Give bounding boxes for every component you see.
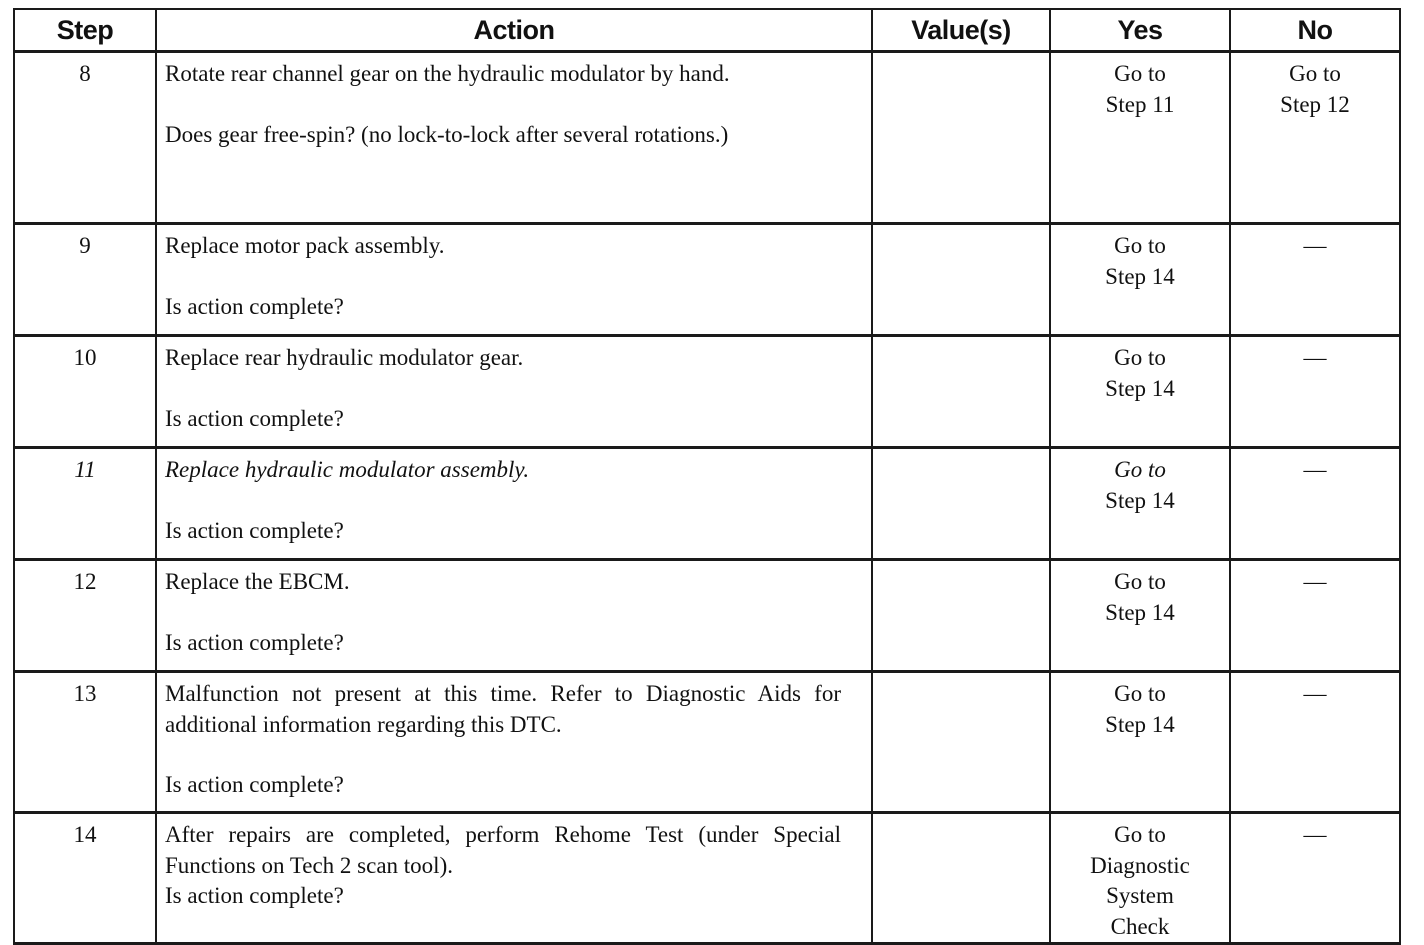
step-number: 10: [14, 336, 156, 448]
yes-target: Step 14: [1105, 711, 1175, 737]
action-question: Is action complete?: [165, 293, 344, 319]
value-cell: [872, 672, 1050, 813]
header-action: Action: [156, 9, 872, 52]
action-cell: [156, 52, 872, 224]
no-cell: [1230, 52, 1400, 224]
action-text: Replace the EBCM.: [165, 569, 350, 594]
table-row: [14, 224, 1400, 336]
no-cell: [1230, 224, 1400, 336]
yes-cell: [1050, 224, 1230, 336]
value-cell: [872, 52, 1050, 224]
action-text: Replace rear hydraulic modulator gear.: [165, 345, 524, 370]
no-dash: —: [1303, 822, 1327, 847]
yes-target: Step 14: [1105, 263, 1175, 289]
action-question: Is action complete?: [165, 405, 344, 431]
yes-target: Step 11: [1105, 91, 1175, 117]
yes-goto: Go to: [1114, 569, 1166, 594]
no-target: Step 12: [1280, 91, 1350, 117]
step-number: 9: [14, 224, 156, 336]
action-text: Rotate rear channel gear on the hydraulic modulator by hand.: [165, 61, 730, 86]
no-dash: —: [1303, 569, 1327, 594]
yes-goto: Go to: [1114, 457, 1166, 482]
yes-target-2: System: [1106, 883, 1174, 908]
header-row: [14, 9, 1400, 52]
action-cell: [156, 224, 872, 336]
action-question: Is action complete?: [165, 772, 344, 797]
action-question: Does gear free-spin? (no lock-to-lock after several rotations.): [165, 121, 729, 147]
table-row: [14, 813, 1400, 944]
header-values: Value(s): [872, 9, 1050, 52]
yes-target: Step 14: [1105, 375, 1175, 401]
step-number: 14: [14, 813, 156, 944]
action-cell: [156, 336, 872, 448]
table-row: [14, 52, 1400, 224]
table-row: [14, 672, 1400, 813]
table-row: [14, 560, 1400, 672]
action-text: Replace motor pack assembly.: [165, 233, 445, 258]
diagnostic-step-table: [13, 8, 1401, 945]
yes-target-3: Check: [1110, 913, 1170, 939]
table-row: [14, 336, 1400, 448]
table-row: [14, 448, 1400, 560]
header-no: No: [1230, 9, 1400, 52]
action-cell: [156, 448, 872, 560]
yes-goto: Go to: [1114, 345, 1166, 370]
action-question: Is action complete?: [165, 629, 344, 655]
step-number: 11: [14, 448, 156, 560]
no-dash: —: [1303, 345, 1327, 370]
header-step: Step: [14, 9, 156, 52]
yes-goto: Go to: [1114, 681, 1166, 706]
action-cell: [156, 813, 872, 944]
step-number: 12: [14, 560, 156, 672]
value-cell: [872, 448, 1050, 560]
action-text: Malfunction not present at this time. Refer to Diagnostic Aids for additional information regarding this DTC.: [165, 681, 841, 737]
yes-cell: [1050, 672, 1230, 813]
yes-cell: [1050, 52, 1230, 224]
no-dash: —: [1303, 681, 1327, 706]
yes-goto: Go to: [1114, 61, 1166, 86]
action-text: Replace hydraulic modulator assembly.: [165, 457, 530, 482]
yes-target: Step 14: [1105, 599, 1175, 625]
action-question: Is action complete?: [165, 883, 344, 908]
value-cell: [872, 224, 1050, 336]
yes-target-1: Diagnostic: [1090, 852, 1190, 878]
yes-goto: Go to: [1114, 822, 1166, 847]
diagnostic-table-container: [13, 8, 1399, 945]
no-dash: —: [1303, 233, 1327, 258]
yes-cell: [1050, 336, 1230, 448]
value-cell: [872, 813, 1050, 944]
step-number: 13: [14, 672, 156, 813]
value-cell: [872, 336, 1050, 448]
no-cell: [1230, 448, 1400, 560]
value-cell: [872, 560, 1050, 672]
no-goto: Go to: [1289, 61, 1341, 86]
yes-target: Step 14: [1105, 487, 1175, 513]
action-cell: [156, 672, 872, 813]
yes-cell: [1050, 813, 1230, 944]
no-cell: [1230, 813, 1400, 944]
no-cell: [1230, 672, 1400, 813]
yes-cell: [1050, 560, 1230, 672]
no-cell: [1230, 336, 1400, 448]
action-question: Is action complete?: [165, 517, 344, 543]
no-dash: —: [1303, 457, 1327, 482]
header-yes: Yes: [1050, 9, 1230, 52]
step-number: 8: [14, 52, 156, 224]
yes-goto: Go to: [1114, 233, 1166, 258]
action-cell: [156, 560, 872, 672]
action-text: After repairs are completed, perform Rehome Test (under Special Functions on Tech 2 scan tool).: [165, 822, 841, 878]
yes-cell: [1050, 448, 1230, 560]
no-cell: [1230, 560, 1400, 672]
